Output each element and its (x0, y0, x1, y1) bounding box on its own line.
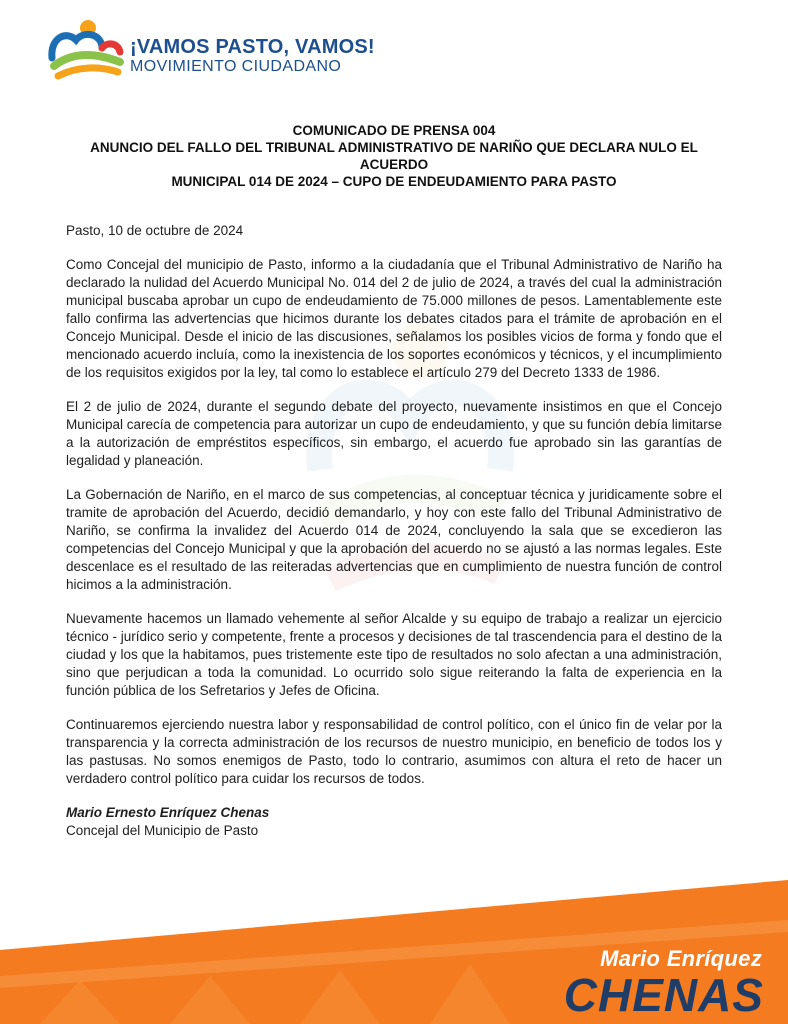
footer-name: Mario Enríquez (600, 946, 762, 971)
title-line-1: COMUNICADO DE PRENSA 004 (292, 123, 496, 138)
title-line-2: ANUNCIO DEL FALLO DEL TRIBUNAL ADMINISTRATIVO DE NARIÑO QUE DECLARA NULO EL ACUERDO (90, 140, 698, 172)
document-body (66, 222, 722, 840)
brand-title: ¡VAMOS PASTO, VAMOS! (130, 36, 375, 58)
footer-surname: CHENAS (563, 969, 764, 1021)
signature-role: Concejal del Municipio de Pasto (66, 823, 259, 838)
paragraph-1: Como Concejal del municipio de Pasto, informo a la ciudadanía que el Tribunal Administrativo de Nariño ha declarado la nulidad del Acuerdo Municipal No. 014 del 2 de julio de 2024, a través del cual la administración municipal buscaba aprobar un cupo de endeudamiento de 75.000 millones de pesos. Lamentablemente este fallo confirma las advertencias que hicimos durante los debates citados para el trámite de aprobación en el Concejo Municipal. Desde el inicio de las discusiones, señalamos los posibles vicios de forma y fondo que el mencionado acuerdo incluía, como la inexistencia de los soportes económicos y técnicos, y el incumplimiento de los requisitos exigidos por la ley, tal como lo establece el artículo 279 del Decreto 1333 de 1986. (66, 257, 722, 380)
paragraph-2: El 2 de julio de 2024, durante el segundo debate del proyecto, nuevamente insistimos en que el Concejo Municipal carecía de competencia para autorizar un cupo de endeudamiento, y que su función debía limitarse a la autorización de empréstitos específicos, sin embargo, el acuerdo fue aprobado sin las garantías de legalidad y planeación. (66, 399, 722, 468)
press-release-title (60, 122, 728, 190)
paragraph-4: Nuevamente hacemos un llamado vehemente al señor Alcalde y su equipo de trabajo a realizar un ejercicio técnico - jurídico serio y competente, frente a procesos y decisiones de tal trascendencia para el destino de la ciudad y los que la habitamos, pues tristemente este tipo de resultados no solo afectan a una administración, sino que perjudican a toda la comunidad. Lo ocurrido solo sigue reiterando la falta de experiencia en la función pública de los Sefretarios y Jefes de Oficina. (66, 611, 722, 698)
paragraph-5: Continuaremos ejerciendo nuestra labor y responsabilidad de control político, con el único fin de velar por la transparencia y la correcta administración de los recursos de nuestro municipio, en beneficio de todos los y las pastusas. No somos enemigos de Pasto, todo lo contrario, asumimos con altura el reto de hacer un verdadero control político para cuidar los recursos de todos. (66, 717, 722, 786)
document-date: Pasto, 10 de octubre de 2024 (66, 223, 244, 238)
hills-heart-logo-icon (44, 18, 126, 84)
signature-name: Mario Ernesto Enríquez Chenas (66, 805, 270, 820)
header (44, 18, 374, 88)
brand (130, 36, 375, 76)
title-line-3: MUNICIPAL 014 DE 2024 – CUPO DE ENDEUDAMIENTO PARA PASTO (171, 174, 617, 189)
paragraph-3: La Gobernación de Nariño, en el marco de sus competencias, al conceptuar técnica y juridicamente sobre el tramite de aprobación del Acuerdo, decidió demandarlo, y hoy con este fallo del Tribunal Administrativo de Nariño, se confirma la invalidez del Acuerdo 014 de 2024, concluyendo la sala que se excedieron las competencias del Concejo Municipal y que la aprobación del acuerdo no se ajustó a las normas legales. Este descenlace es el resultado de las reiteradas advertencias que en cumplimiento de nuestra función de control hicimos a la administración. (66, 487, 722, 592)
brand-subtitle: MOVIMIENTO CIUDADANO (130, 58, 342, 75)
